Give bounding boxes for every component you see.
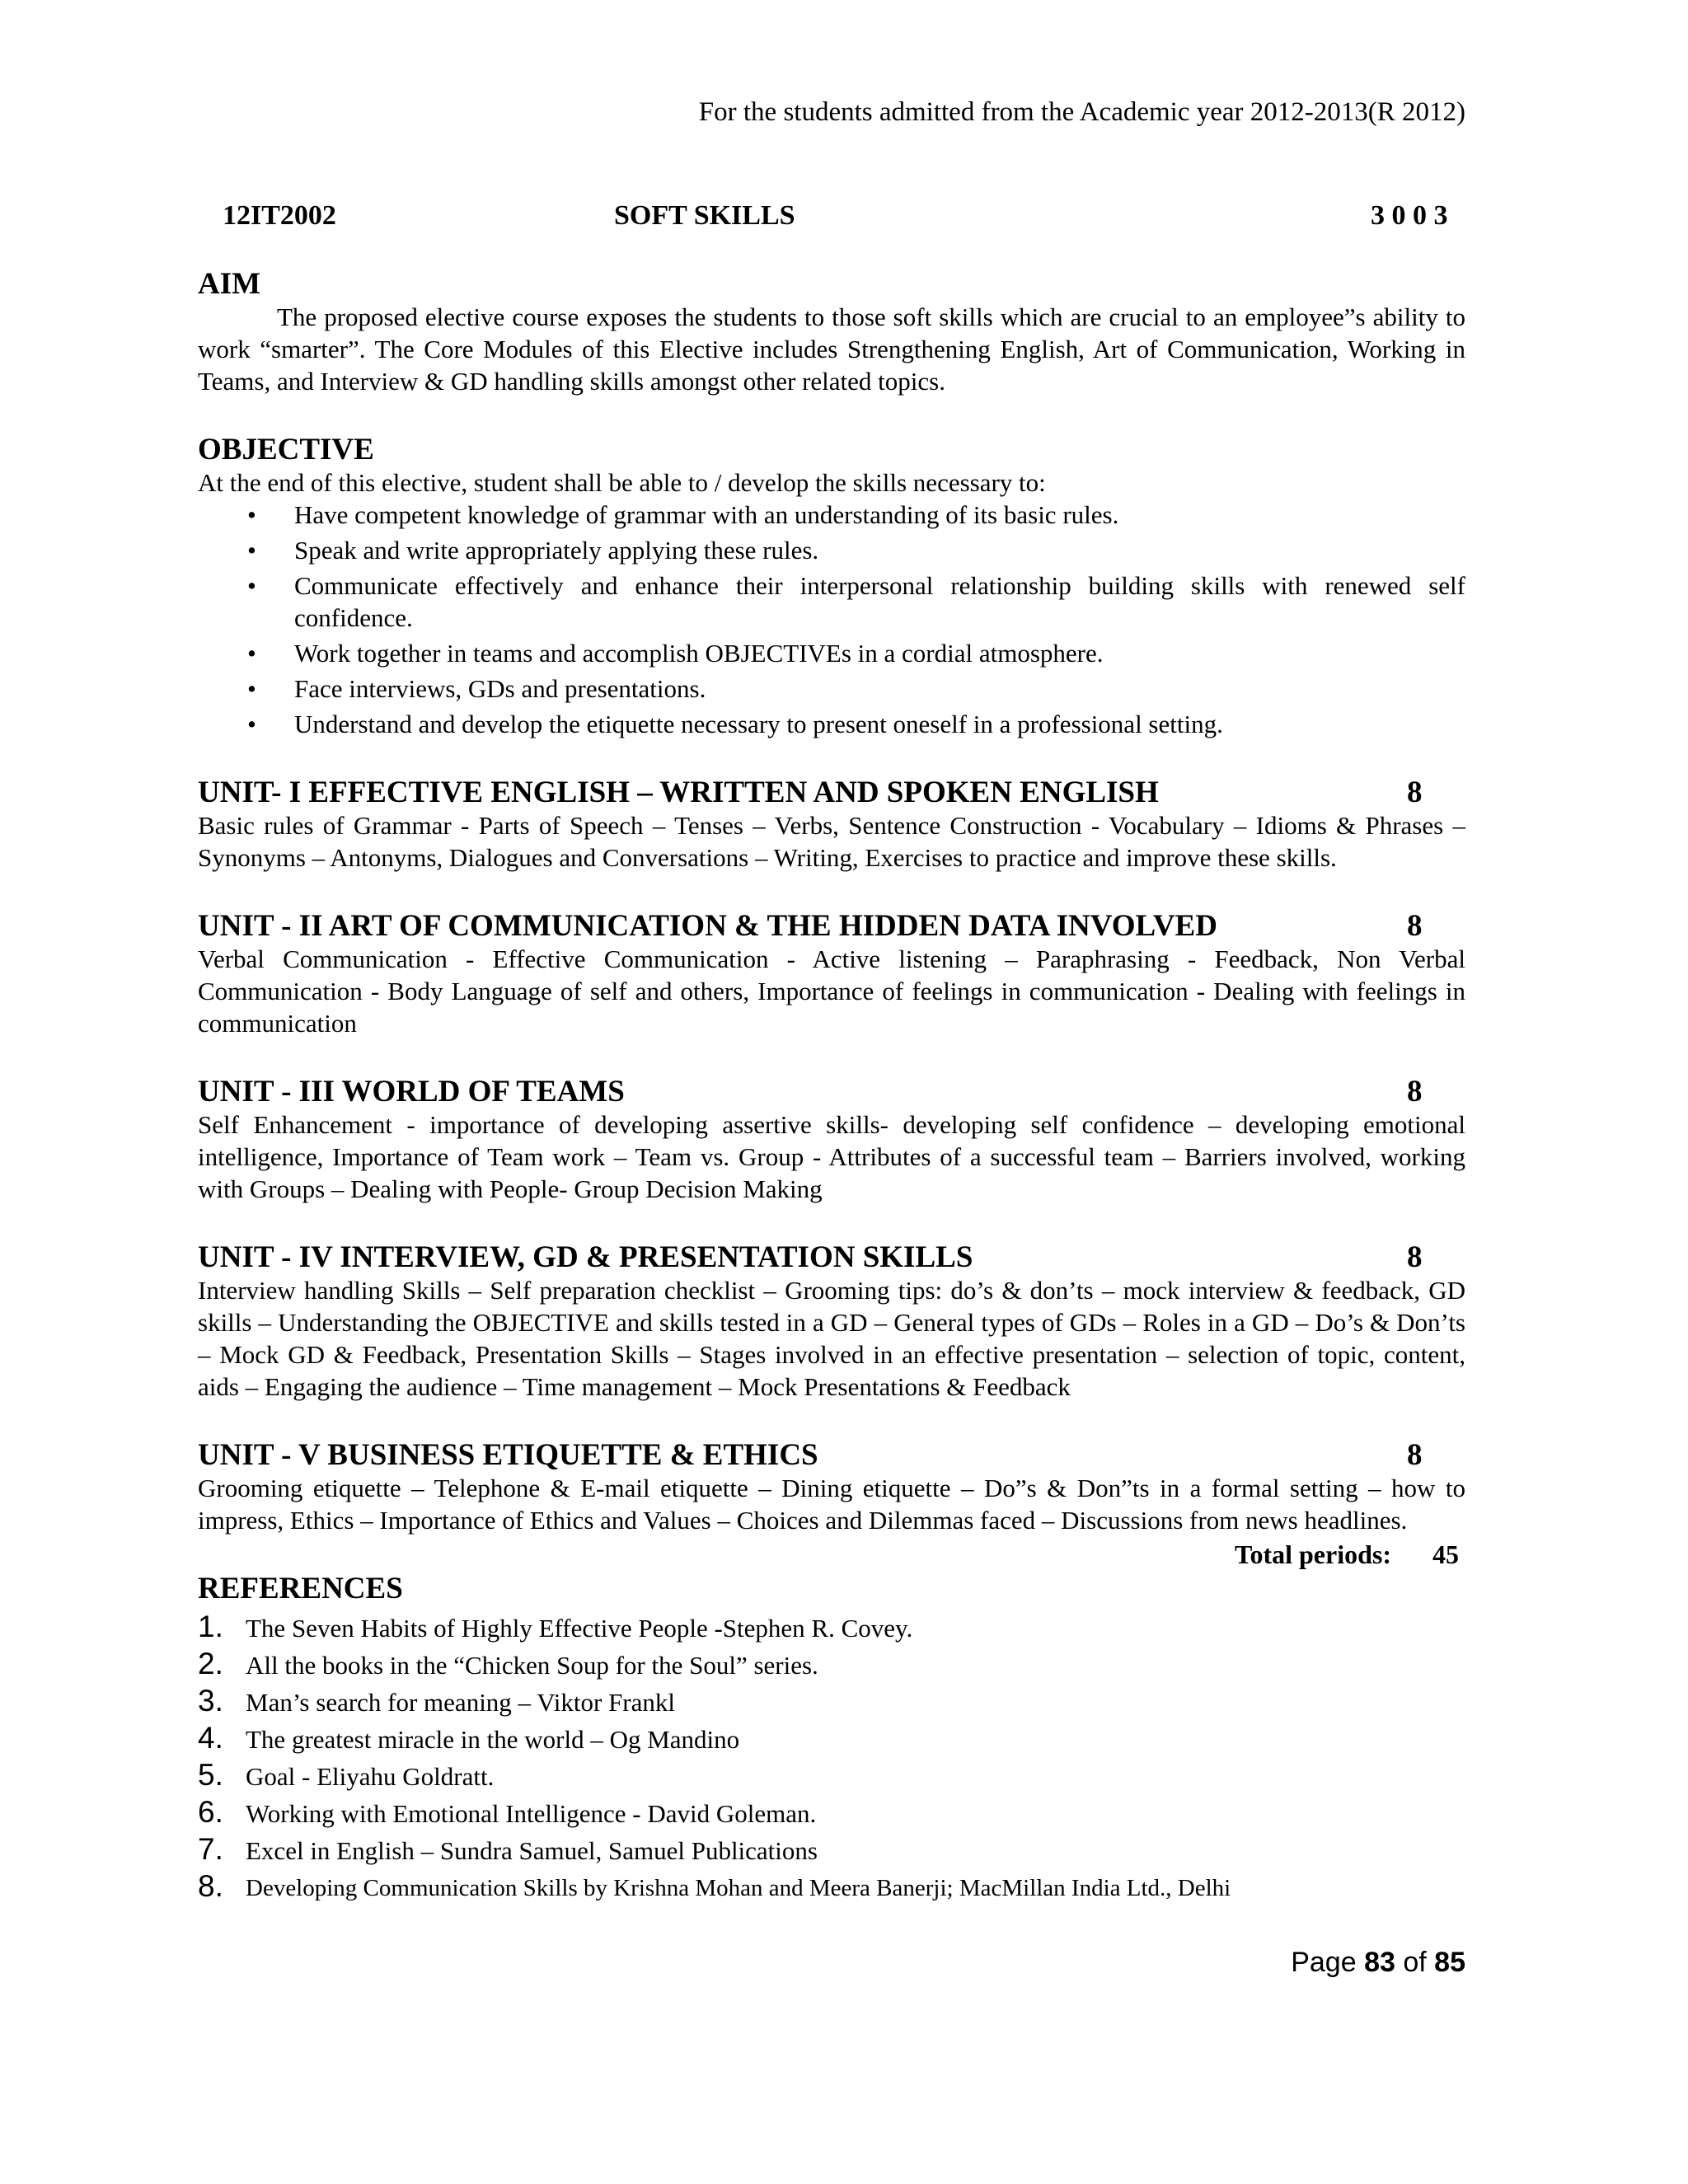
running-header: For the students admitted from the Academic year 2012-2013(R 2012) [698,97,1465,127]
unit-text: Self Enhancement - importance of developing assertive skills- developing self confidence – developing emotional intelligence, Importance of Team work – Team vs. Group - Attributes of a successful team – Barriers involved, working with Groups – Dealing with People- Group Decision Making [198,1110,1465,1203]
references-section [198,1572,1465,1906]
aim-section [198,268,1465,397]
list-item: • Understand and develop the etiquette necessary to present oneself in a professional setting. [247,710,1223,738]
list-number: 7. [198,1832,223,1866]
aim-text: The proposed elective course exposes the students to those soft skills which are crucial to an employee”s ability to work “smarter”. The Core Modules of this Elective includes Strengthening English, Art of Communication, Working in Teams, and Interview & GD handling skills amongst other related topics. [198,302,1465,396]
list-item: • Have competent knowledge of grammar with an understanding of its basic rules. [247,500,1119,529]
unit-hours: 8 [1407,909,1423,943]
unit-text: Verbal Communication - Effective Communication - Active listening – Paraphrasing - Feedback, Non Verbal Communication - Body Language of self and others, Importance of feelings in communication - Dealing with feelings in communication [198,944,1465,1038]
list-number: 2. [198,1647,223,1680]
bullet-icon: • [247,710,256,738]
list-item: • Face interviews, GDs and presentations. [247,674,706,703]
objective-section [198,434,1465,740]
list-item: 2. All the books in the “Chicken Soup for the Soul” series. [198,1647,818,1680]
objective-intro: At the end of this elective, student shall be able to / develop the skills necessary to: [198,468,1046,497]
list-number: 4. [198,1721,223,1755]
bullet-icon: • [247,500,256,529]
list-number: 5. [198,1758,223,1792]
unit-hours: 8 [1407,1438,1423,1472]
unit-3 [198,1076,1465,1205]
list-item: • Communicate effectively and enhance their interpersonal relationship building skills with renewed self confidence. [247,571,1465,632]
references-list [198,1610,1465,1906]
unit-text: Basic rules of Grammar - Parts of Speech – Tenses – Verbs, Sentence Construction - Vocabulary – Idioms & Phrases – Synonyms – Antonyms, Dialogues and Conversations – Writing, Exercises to practice and improve these skills. [198,811,1465,872]
unit-hours: 8 [1407,1240,1423,1274]
unit-text: Grooming etiquette – Telephone & E-mail etiquette – Dining etiquette – Do”s & Don”ts in a formal setting – how to impress, Ethics – Importance of Ethics and Values – Choices and Dilemmas faced – Discussions from news headlines. [198,1474,1465,1535]
list-item: 3. Man’s search for meaning – Viktor Frankl [198,1684,676,1718]
unit-heading: UNIT - IV INTERVIEW, GD & PRESENTATION SKILLS 8 [198,1240,1423,1274]
list-item: 6. Working with Emotional Intelligence - David Goleman. [198,1795,817,1829]
total-pages: 85 [1434,1947,1465,1978]
unit-5 [198,1439,1465,1536]
course-credits: 3 0 0 3 [1371,200,1448,231]
list-item: 7. Excel in English – Sundra Samuel, Samuel Publications [198,1832,818,1866]
objective-heading: OBJECTIVE [198,433,374,466]
total-periods-label: Total periods: [1235,1540,1391,1569]
list-item: 4. The greatest miracle in the world – Og Mandino [198,1721,740,1755]
unit-hours: 8 [1407,776,1423,809]
list-item: 1. The Seven Habits of Highly Effective People -Stephen R. Covey. [198,1610,913,1643]
course-title: SOFT SKILLS [614,200,795,231]
unit-4 [198,1241,1465,1403]
bullet-icon: • [247,571,256,600]
list-item: • Work together in teams and accomplish OBJECTIVEs in a cordial atmosphere. [247,639,1104,668]
bullet-icon: • [247,536,256,565]
main-content [198,268,1465,1907]
list-number: 8. [198,1869,223,1903]
total-periods [198,1540,1465,1572]
unit-2 [198,910,1465,1039]
references-heading: REFERENCES [198,1572,403,1605]
unit-heading: UNIT - II ART OF COMMUNICATION & THE HIDDEN DATA INVOLVED 8 [198,909,1423,943]
objective-list [198,499,1465,740]
unit-hours: 8 [1407,1075,1423,1108]
list-number: 1. [198,1610,223,1643]
bullet-icon: • [247,674,256,703]
list-number: 3. [198,1684,223,1718]
unit-heading: UNIT - III WORLD OF TEAMS 8 [198,1075,1423,1108]
unit-heading: UNIT - V BUSINESS ETIQUETTE & ETHICS 8 [198,1438,1423,1472]
total-periods-value: 45 [1432,1540,1459,1569]
bullet-icon: • [247,639,256,668]
course-code: 12IT2002 [223,200,336,231]
list-item: 8. Developing Communication Skills by Krishna Mohan and Meera Banerji; MacMillan India Ltd., Delhi [198,1869,1231,1903]
page-number: Page 83 of 85 [1291,1947,1465,1978]
list-number: 6. [198,1795,223,1829]
unit-text: Interview handling Skills – Self preparation checklist – Grooming tips: do’s & don’ts – mock interview & feedback, GD skills – Understanding the OBJECTIVE and skills tested in a GD – General types of GDs – Roles in a GD – Do’s & Don’ts – Mock GD & Feedback, Presentation Skills – Stages involved in an effective presentation – selection of topic, content, aids – Engaging the audience – Time management – Mock Presentations & Feedback [198,1276,1465,1401]
current-page: 83 [1364,1947,1395,1978]
unit-heading: UNIT- I EFFECTIVE ENGLISH – WRITTEN AND SPOKEN ENGLISH 8 [198,776,1423,809]
list-item: 5. Goal - Eliyahu Goldratt. [198,1758,495,1792]
unit-1 [198,776,1465,874]
aim-heading: AIM [198,267,261,301]
list-item: • Speak and write appropriately applying these rules. [247,536,819,565]
